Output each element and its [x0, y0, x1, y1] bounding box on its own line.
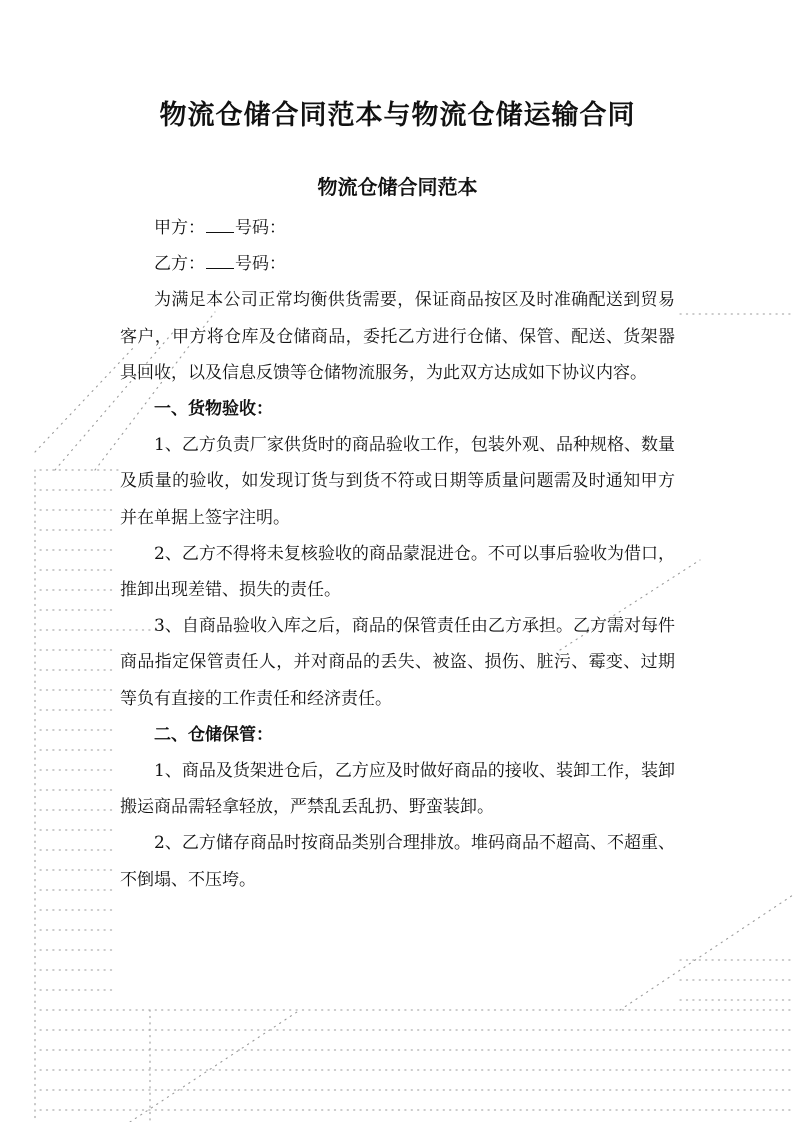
party-b-blank: [206, 254, 234, 269]
party-a-label: 甲方：: [154, 218, 205, 238]
section-heading-storage-custody: 二、仓储保管：: [154, 724, 273, 745]
document-content: [120, 92, 675, 898]
clause-paragraph: 2、乙方不得将未复核验收的商品蒙混进仓。不可以事后验收为借口，推卸出现差错、损失的责任。: [120, 543, 675, 601]
clause-paragraph: 1、商品及货架进仓后，乙方应及时做好商品的接收、装卸工作，装卸搬运商品需轻拿轻放，严禁乱丢乱扔、野蛮装卸。: [120, 761, 675, 818]
clause-paragraph: 2、乙方储存商品时按商品类别合理排放。堆码商品不超高、不超重、不倒塌、不压垮。: [120, 833, 675, 890]
section-heading-goods-inspection: 一、货物验收：: [154, 399, 273, 420]
party-b-line: [120, 246, 675, 282]
clause-paragraph: 3、自商品验收入库之后，商品的保管责任由乙方承担。乙方需对每件商品指定保管责任人，并对商品的丢失、被盗、损伤、脏污、霉变、过期等负有直接的工作责任和经济责任。: [120, 616, 675, 709]
party-a-line: [120, 210, 675, 246]
document-sub-title: 物流仓储合同范本: [317, 175, 478, 199]
party-b-label: 乙方：: [154, 254, 205, 275]
party-a-blank: [206, 218, 234, 233]
party-b-number-label: 号码：: [235, 254, 286, 275]
document-body: [120, 210, 675, 898]
party-a-number-label: 号码：: [235, 218, 286, 238]
clause-paragraph: 1、乙方负责厂家供货时的商品验收工作，包装外观、品种规格、数量及质量的验收，如发现订货与到货不符或日期等质量问题需及时通知甲方并在单据上签字注明。: [120, 435, 675, 528]
intro-paragraph: 为满足本公司正常均衡供货需要，保证商品按区及时准确配送到贸易客户，甲方将仓库及仓储商品，委托乙方进行仓储、保管、配送、货架器具回收，以及信息反馈等仓储物流服务，为此双方达成如下协议内容。: [120, 290, 675, 383]
document-main-title: 物流仓储合同范本与物流仓储运输合同: [159, 100, 636, 131]
